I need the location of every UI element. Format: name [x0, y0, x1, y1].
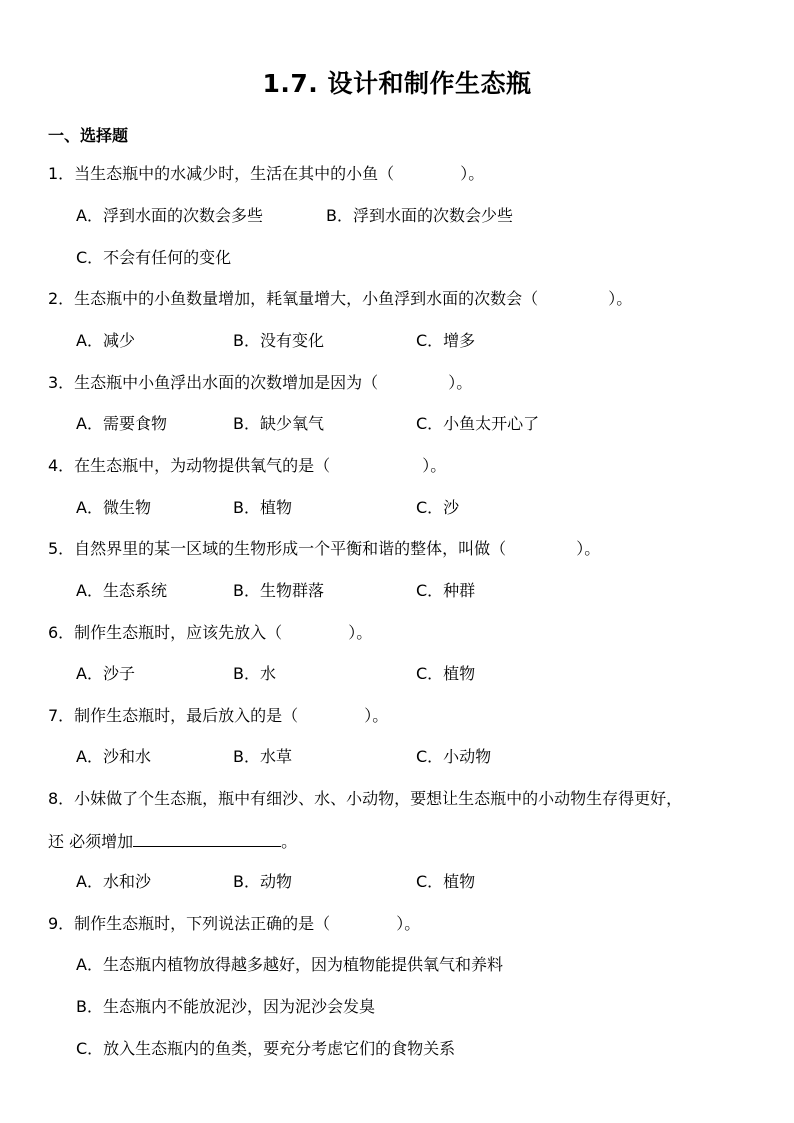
- question-8-stem: 还 必须增加: [48, 832, 134, 851]
- page-title: 1.7. 设计和制作生态瓶: [262, 69, 532, 98]
- question-6: [48, 622, 372, 644]
- question-6-option-a[interactable]: A．沙子: [76, 664, 135, 683]
- question-1-stem: 1．当生态瓶中的水减少时，生活在其中的小鱼（: [48, 164, 395, 183]
- question-5-option-b[interactable]: B．生物群落: [233, 581, 324, 600]
- question-7: [48, 705, 388, 727]
- question-2-stem-end: ）。: [608, 289, 633, 308]
- question-8-option-a[interactable]: A．水和沙: [76, 872, 151, 891]
- question-9-stem: 9．制作生态瓶时，下列说法正确的是（: [48, 914, 331, 933]
- question-7-stem-end: ）。: [364, 706, 389, 725]
- question-9-option-a[interactable]: A．生态瓶内植物放得越多越好，因为植物能提供氧气和养料: [76, 955, 503, 974]
- question-3-stem-end: ）。: [448, 373, 473, 392]
- question-3-option-b[interactable]: B．缺少氧气: [233, 414, 324, 433]
- question-8-option-c[interactable]: C．植物: [416, 872, 476, 891]
- question-3-option-a[interactable]: A．需要食物: [76, 414, 167, 433]
- question-1-option-c[interactable]: C．不会有任何的变化: [76, 248, 232, 267]
- question-1-stem-end: ）。: [460, 164, 485, 183]
- question-5-option-c[interactable]: C．种群: [416, 581, 476, 600]
- question-7-option-a[interactable]: A．沙和水: [76, 747, 151, 766]
- question-4: [48, 455, 446, 477]
- question-3-option-c[interactable]: C．小鱼太开心了: [416, 414, 540, 433]
- question-1: [48, 163, 484, 185]
- question-7-stem: 7．制作生态瓶时，最后放入的是（: [48, 706, 299, 725]
- question-6-stem-end: ）。: [348, 623, 373, 642]
- question-4-option-a[interactable]: A．微生物: [76, 498, 151, 517]
- question-2-option-b[interactable]: B．没有变化: [233, 331, 324, 350]
- question-9-option-c[interactable]: C．放入生态瓶内的鱼类，要充分考虑它们的食物关系: [76, 1039, 456, 1058]
- question-5-stem: 5．自然界里的某一区域的生物形成一个平衡和谐的整体，叫做（: [48, 539, 507, 558]
- answer-blank[interactable]: [133, 830, 281, 847]
- question-3-stem: 3．生态瓶中小鱼浮出水面的次数增加是因为（: [48, 373, 379, 392]
- question-8-stem-end: 。: [281, 832, 298, 851]
- question-2-stem: 2．生态瓶中的小鱼数量增加，耗氧量增大，小鱼浮到水面的次数会（: [48, 289, 539, 308]
- question-1-option-b[interactable]: B．浮到水面的次数会少些: [326, 206, 513, 225]
- question-2-option-a[interactable]: A．减少: [76, 331, 135, 350]
- question-6-option-c[interactable]: C．植物: [416, 664, 476, 683]
- question-8-option-b[interactable]: B．动物: [233, 872, 292, 891]
- question-6-stem: 6．制作生态瓶时，应该先放入（: [48, 623, 283, 642]
- question-4-stem-end: ）。: [422, 456, 447, 475]
- question-8-line-1: 8．小妹做了个生态瓶，瓶中有细沙、水、小动物，要想让生态瓶中的小动物生存得更好，: [48, 789, 683, 808]
- section-heading: 一、选择题: [48, 126, 129, 145]
- question-2: [48, 288, 632, 310]
- question-9-option-b[interactable]: B．生态瓶内不能放泥沙，因为泥沙会发臭: [76, 997, 375, 1016]
- question-4-option-b[interactable]: B．植物: [233, 498, 292, 517]
- question-3: [48, 372, 472, 394]
- question-4-stem: 4．在生态瓶中，为动物提供氧气的是（: [48, 456, 331, 475]
- question-5: [48, 538, 600, 560]
- question-1-option-a[interactable]: A．浮到水面的次数会多些: [76, 206, 263, 225]
- question-2-option-c[interactable]: C．增多: [416, 331, 476, 350]
- question-7-option-c[interactable]: C．小动物: [416, 747, 492, 766]
- question-8-line-2: [48, 830, 297, 853]
- question-9-stem-end: ）。: [396, 914, 421, 933]
- question-5-stem-end: ）。: [576, 539, 601, 558]
- question-9: [48, 913, 420, 935]
- question-7-option-b[interactable]: B．水草: [233, 747, 292, 766]
- question-5-option-a[interactable]: A．生态系统: [76, 581, 167, 600]
- question-4-option-c[interactable]: C．沙: [416, 498, 460, 517]
- question-6-option-b[interactable]: B．水: [233, 664, 276, 683]
